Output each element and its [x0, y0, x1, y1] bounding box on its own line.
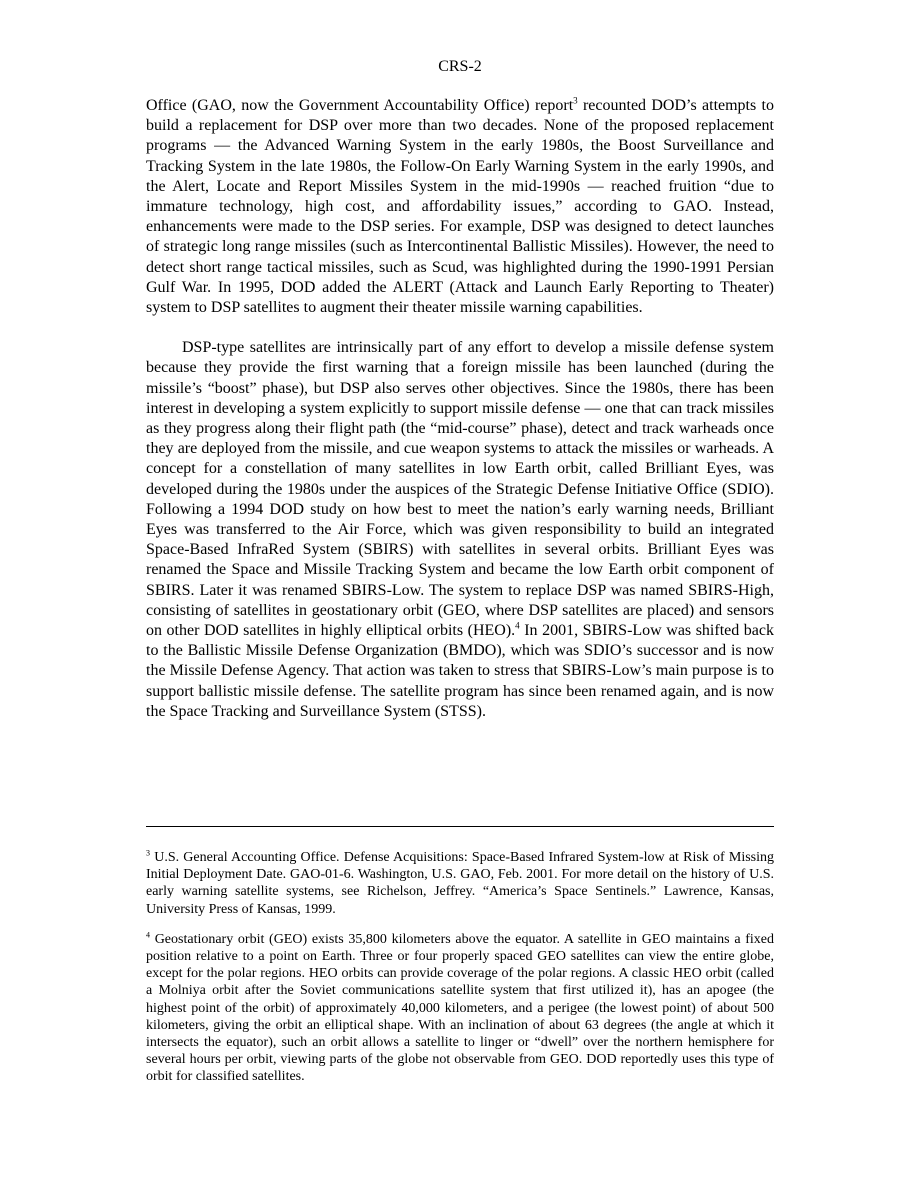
- paragraph-2-text-a: DSP-type satellites are intrinsically part of any effort to develop a missile defense system because they provide the first warning that a foreign missile has been launched (during the missile’s “boost” phase), but DSP also serves other objectives. Since the 1980s, there has been interest in developing a system explicitly to support missile defense — one that can track missiles as they progress along their flight path (the “mid-course” phase), detect and track warheads once they are deployed from the missile, and cue weapon systems to attack the missiles or warheads. A concept for a constellation of many satellites in low Earth orbit, called Brilliant Eyes, was developed during the 1980s under the auspices of the Strategic Defense Initiative Office (SDIO). Following a 1994 DOD study on how best to meet the nation’s early warning needs, Brilliant Eyes was transferred to the Air Force, which was given responsibility to build an integrated Space-Based InfraRed System (SBIRS) with satellites in several orbits. Brilliant Eyes was renamed the Space and Missile Tracking System and became the low Earth orbit component of SBIRS. Later it was renamed SBIRS-Low. The system to replace DSP was named SBIRS-High, consisting of satellites in geostationary orbit (GEO, where DSP satellites are placed) and sensors on other DOD satellites in highly elliptical orbits (HEO).: [146, 339, 774, 640]
- paragraph-1-text-b: recounted DOD’s attempts to build a replacement for DSP over more than two decades. None of the proposed replacement programs — the Advanced Warning System in the early 1980s, the Boost Surveillance and Tracking System in the late 1980s, the Follow-On Early Warning System in the early 1990s, and the Alert, Locate and Report Missiles System in the mid-1990s — reached fruition “due to immature technology, high cost, and affordability issues,” according to GAO. Instead, enhancements were made to the DSP series. For example, DSP was designed to detect launches of strategic long range missiles (such as Intercontinental Ballistic Missiles). However, the need to detect short range tactical missiles, such as Scud, was highlighted during the 1990-1991 Persian Gulf War. In 1995, DOD added the ALERT (Attack and Launch Early Reporting to Theater) system to DSP satellites to augment their theater missile warning capabilities.: [146, 97, 774, 317]
- footnote-ref-3[interactable]: 3: [573, 95, 578, 106]
- paragraph-2: [146, 338, 774, 722]
- paragraph-1: [146, 96, 774, 318]
- page-header: CRS-2: [438, 58, 482, 75]
- footnote-4-text: Geostationary orbit (GEO) exists 35,800 kilometers above the equator. A satellite in GEO maintains a fixed position relative to a point on Earth. Three or four properly spaced GEO satellites can view the entire globe, except for the polar regions. HEO orbits can provide coverage of the polar regions. A classic HEO orbit (called a Molniya orbit after the Soviet communications satellite system that first utilized it), has an apogee (the highest point of the orbit) of approximately 40,000 kilometers, and a perigee (the lowest point) of about 500 kilometers, giving the orbit an elliptical shape. With an inclination of about 63 degrees (the angle at which it intersects the equator), such an orbit allows a satellite to linger or “dwell” over the northern hemisphere for several hours per orbit, viewing parts of the globe not observable from GEO. DOD reportedly uses this type of orbit for classified satellites.: [146, 931, 774, 1085]
- paragraph-2-text-b: In 2001, SBIRS-Low was shifted back to the Ballistic Missile Defense Organization (BMDO), which was SDIO’s successor and is now the Missile Defense Agency. That action was taken to stress that SBIRS-Low’s main purpose is to support ballistic missile defense. The satellite program has since been renamed again, and is now the Space Tracking and Surveillance System (STSS).: [146, 622, 774, 720]
- footnotes: [146, 849, 774, 1086]
- paragraph-1-text-a: Office (GAO, now the Government Accountability Office) report: [146, 97, 574, 114]
- footnote-4-number: 4: [146, 930, 150, 940]
- footnote-3-text: U.S. General Accounting Office. Defense Acquisitions: Space-Based Infrared System-low at Risk of Missing Initial Deployment Date. GAO-01-6. Washington, U.S. GAO, Feb. 2001. For more detail on the history of U.S. early warning satellite systems, see Richelson, Jeffrey. “America’s Space Sentinels.” Lawrence, Kansas, University Press of Kansas, 1999.: [146, 850, 774, 917]
- body-text: [146, 96, 774, 722]
- footnote-4: [146, 931, 774, 1086]
- footnote-ref-4[interactable]: 4: [515, 620, 520, 631]
- footnote-3-number: 3: [146, 848, 150, 858]
- footnote-divider: [146, 826, 774, 827]
- footnote-3: [146, 849, 774, 918]
